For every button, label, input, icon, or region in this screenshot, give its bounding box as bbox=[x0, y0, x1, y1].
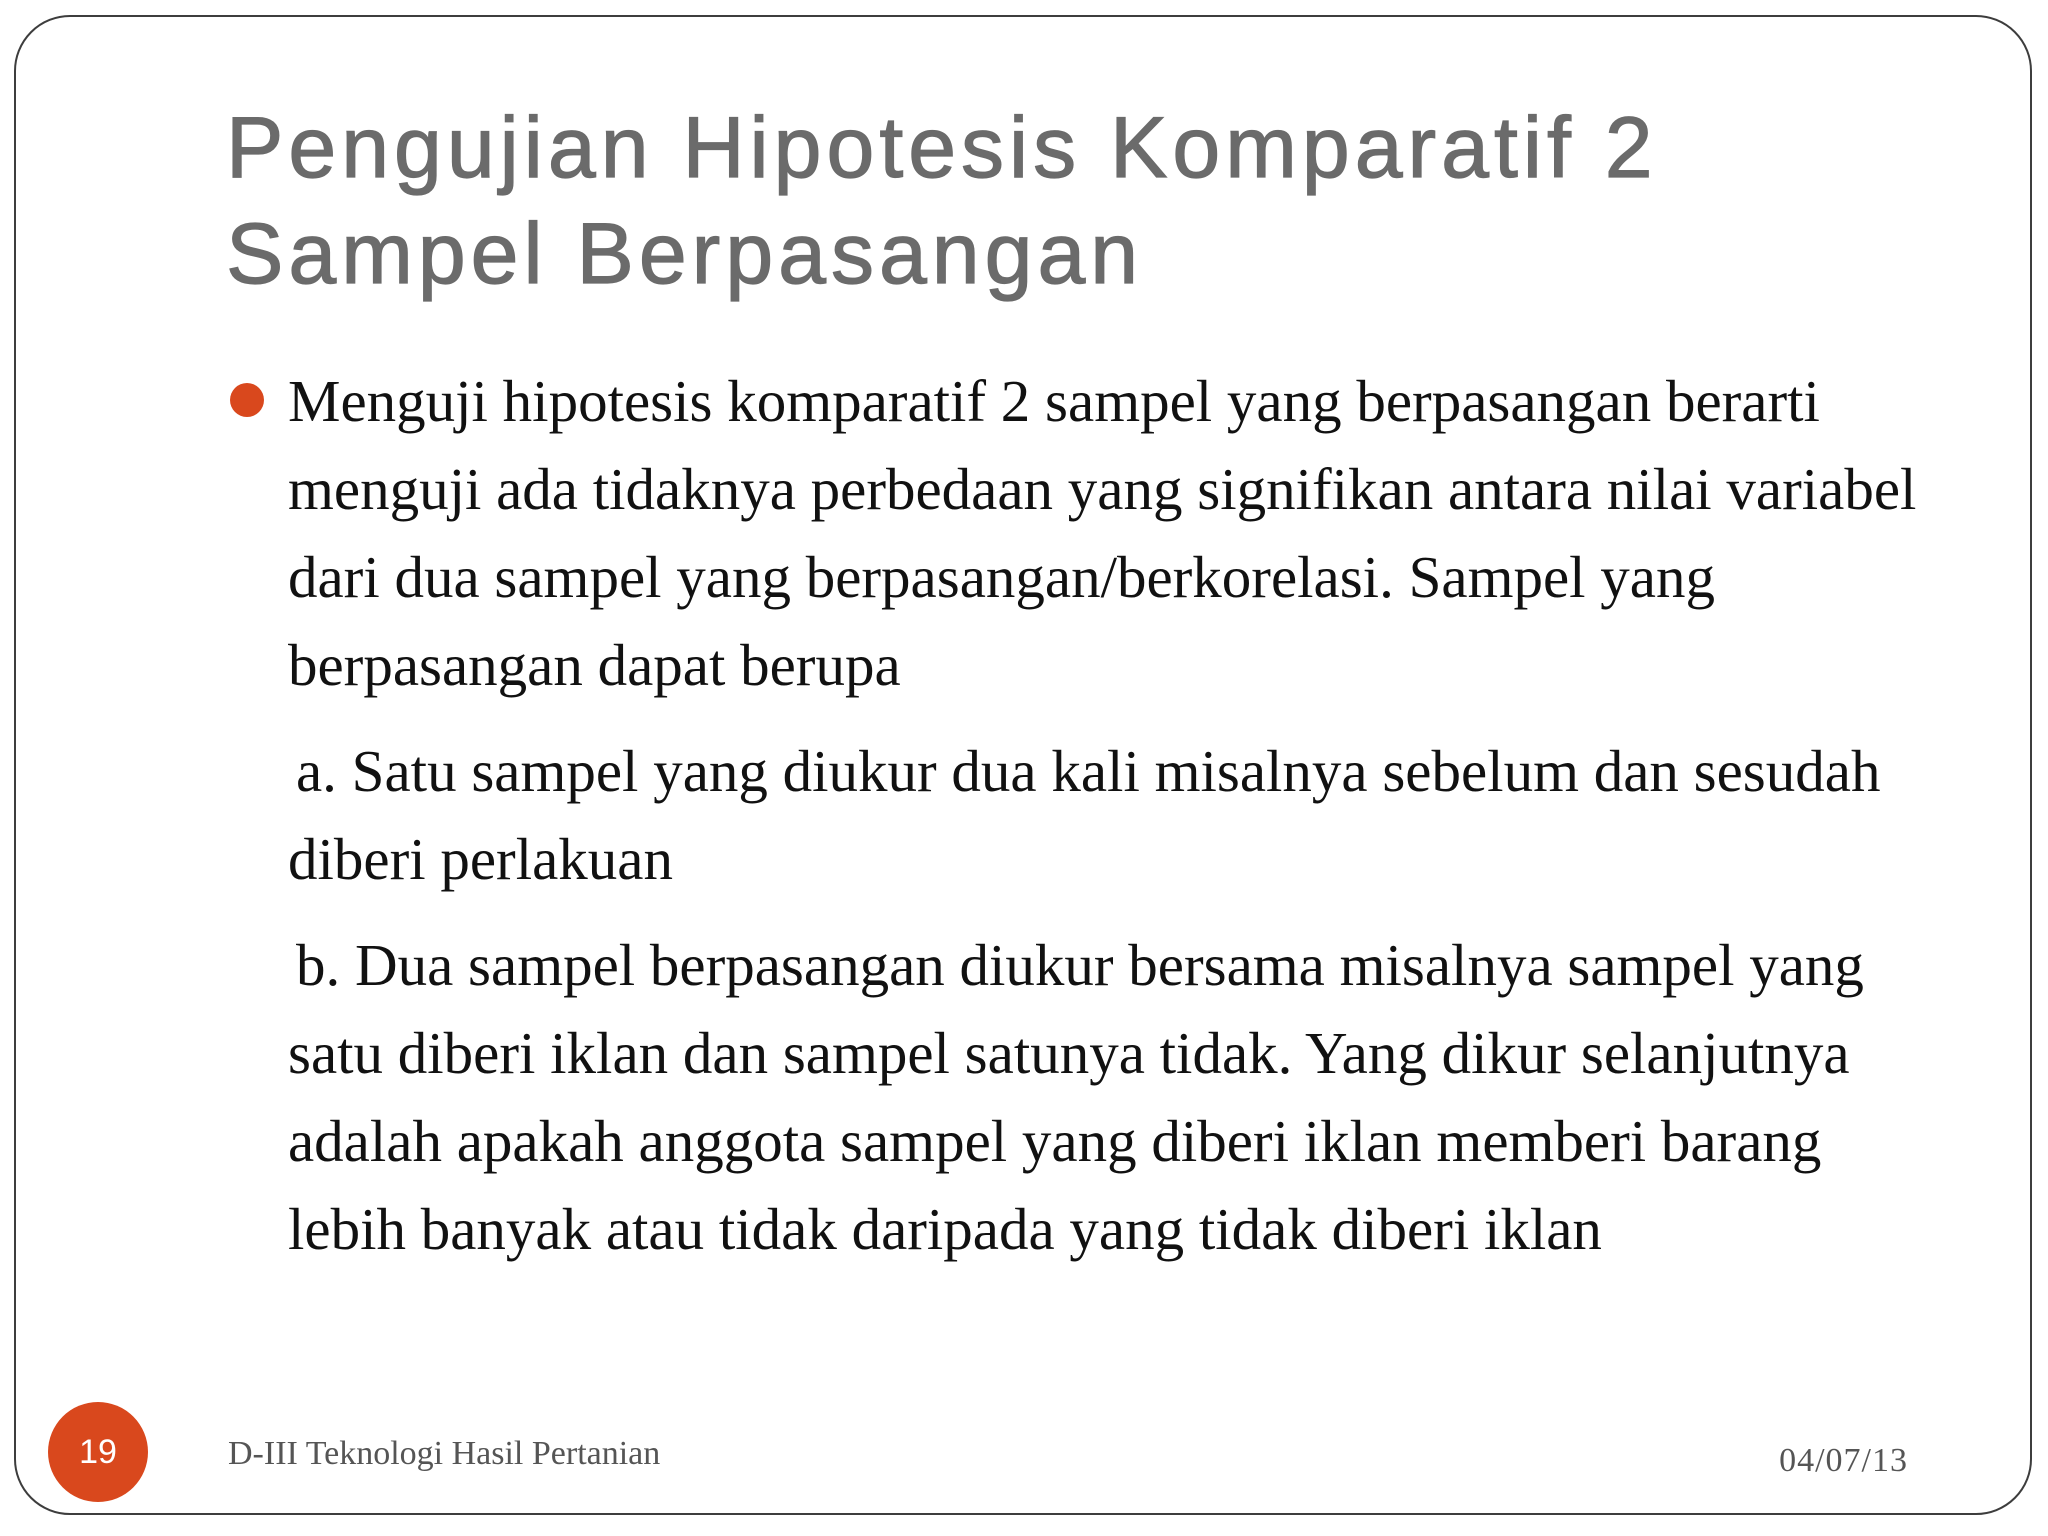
footer-date: 04/07/13 bbox=[1779, 1442, 1908, 1479]
bullet-text: Menguji hipotesis komparatif 2 sampel yang berpasangan berarti menguji ada tidaknya perbedaan yang signifikan antara nilai variabel dari dua sampel yang berpasangan/berkorelasi. Sampel yang berpasangan dapat berupa bbox=[288, 368, 1917, 698]
slide-title: Pengujian Hipotesis Komparatif 2 Sampel Berpasangan bbox=[226, 100, 1658, 302]
sub-item-b: b. Dua sampel berpasangan diukur bersama misalnya sampel yang satu diberi iklan dan sampel satunya tidak. Yang dikur selanjutnya adalah apakah anggota sampel yang diberi iklan memberi barang lebih banyak atau tidak daripada yang tidak diberi iklan bbox=[288, 932, 1864, 1262]
sub-item-a: a. Satu sampel yang diukur dua kali misalnya sebelum dan sesudah diberi perlakuan bbox=[288, 738, 1881, 892]
slide bbox=[14, 15, 2032, 1515]
bullet-item bbox=[288, 357, 1948, 709]
page-number-badge: 19 bbox=[48, 1402, 148, 1502]
bullet-dot-icon bbox=[230, 383, 264, 417]
footer-course: D-III Teknologi Hasil Pertanian bbox=[228, 1435, 661, 1472]
slide-body bbox=[288, 357, 1948, 1273]
